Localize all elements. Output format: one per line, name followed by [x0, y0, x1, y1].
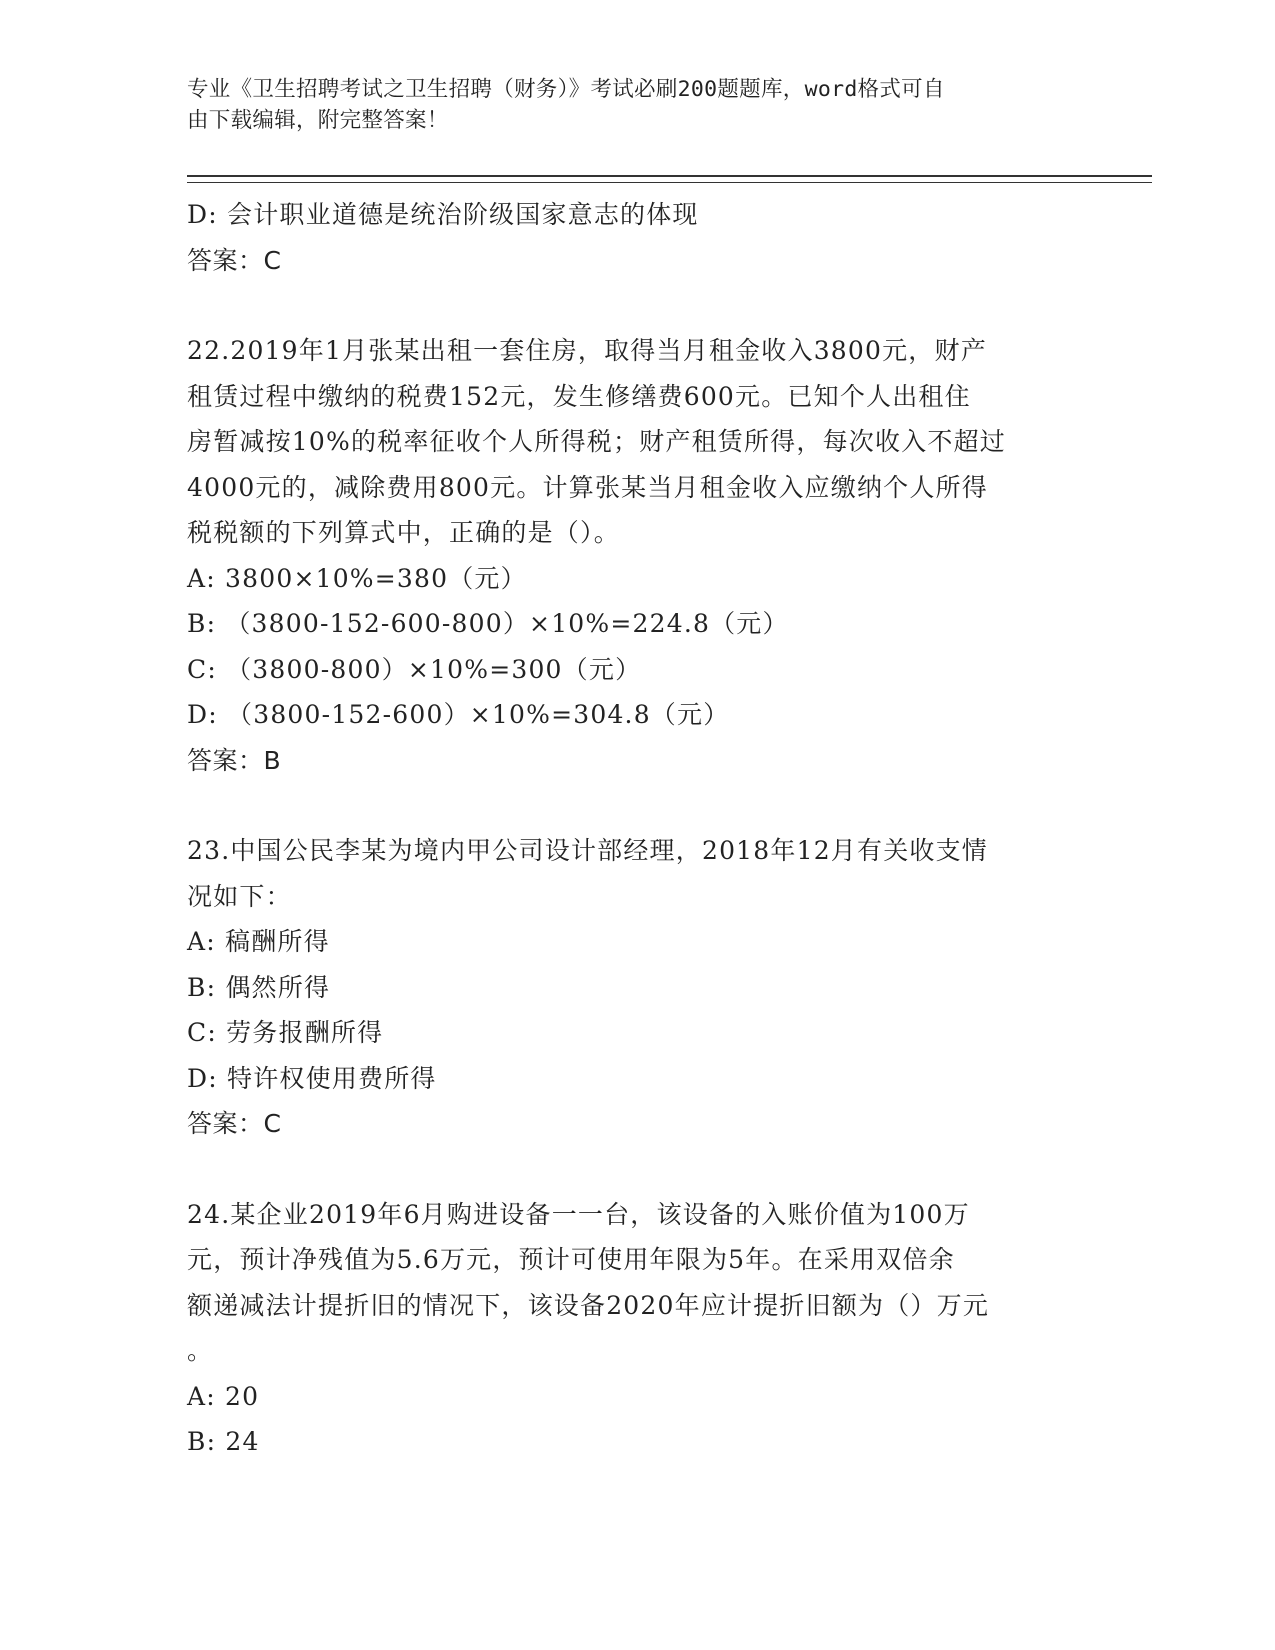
- header-divider-thin: [187, 182, 1152, 183]
- header-line-2: 由下载编辑，附完整答案！: [187, 108, 449, 133]
- q22-stem-line: 22.2019年1月张某出租一套住房，取得当月租金收入3800元，财产: [187, 336, 987, 365]
- q23-stem-line: 况如下：: [187, 881, 292, 911]
- q22-stem-line: 租赁过程中缴纳的税费152元，发生修缮费600元。已知个人出租住: [187, 381, 971, 411]
- q23-option-c: C: 劳务报酬所得: [187, 1018, 384, 1047]
- q22-stem-line: 4000元的，减除费用800元。计算张某当月租金收入应缴纳个人所得: [187, 472, 988, 502]
- document-header: [187, 74, 1067, 136]
- q22-option-c: C: （3800-800）×10%=300（元）: [187, 654, 642, 684]
- question-23: [187, 828, 1082, 1147]
- q22-answer: 答案：B: [187, 745, 282, 775]
- q24-stem-line: 额递减法计提折旧的情况下，该设备2020年应计提折旧额为（）万元: [187, 1290, 990, 1320]
- q23-option-b: B: 偶然所得: [187, 972, 331, 1002]
- q23-option-d: D: 特许权使用费所得: [187, 1063, 437, 1093]
- header-line-1: 专业《卫生招聘考试之卫生招聘（财务）》考试必刷200题题库，word格式可自: [187, 77, 945, 102]
- q24-option-a: A: 20: [187, 1381, 260, 1411]
- q22-option-b: B: （3800-152-600-800）×10%=224.8（元）: [187, 609, 789, 638]
- q24-option-b: B: 24: [187, 1427, 260, 1456]
- q24-stem-line: 。: [187, 1336, 214, 1365]
- spacer: [187, 1147, 1082, 1192]
- spacer: [187, 283, 1082, 328]
- header-divider-thick: [187, 175, 1152, 177]
- q22-stem-line: 税税额的下列算式中，正确的是（）。: [187, 518, 620, 547]
- q22-stem-line: 房暂减按10%的税率征收个人所得税；财产租赁所得，每次收入不超过: [187, 427, 1006, 456]
- q24-stem-line: 24.某企业2019年6月购进设备一一台，该设备的入账价值为100万: [187, 1199, 970, 1229]
- q21-option-d: D: 会计职业道德是统治阶级国家意志的体现: [187, 200, 699, 229]
- q22-option-d: D: （3800-152-600）×10%=304.8（元）: [187, 700, 730, 729]
- question-24: [187, 1192, 1082, 1465]
- q24-stem-line: 元，预计净残值为5.6万元，预计可使用年限为5年。在采用双倍余: [187, 1245, 955, 1274]
- q23-option-a: A: 稿酬所得: [187, 927, 330, 956]
- question-22: [187, 328, 1082, 783]
- question-content: [187, 192, 1082, 1465]
- spacer: [187, 783, 1082, 828]
- q22-option-a: A: 3800×10%=380（元）: [187, 563, 527, 593]
- q21-answer: 答案：C: [187, 245, 282, 275]
- q23-answer: 答案：C: [187, 1109, 282, 1138]
- q23-stem-line: 23.中国公民李某为境内甲公司设计部经理，2018年12月有关收支情: [187, 836, 988, 865]
